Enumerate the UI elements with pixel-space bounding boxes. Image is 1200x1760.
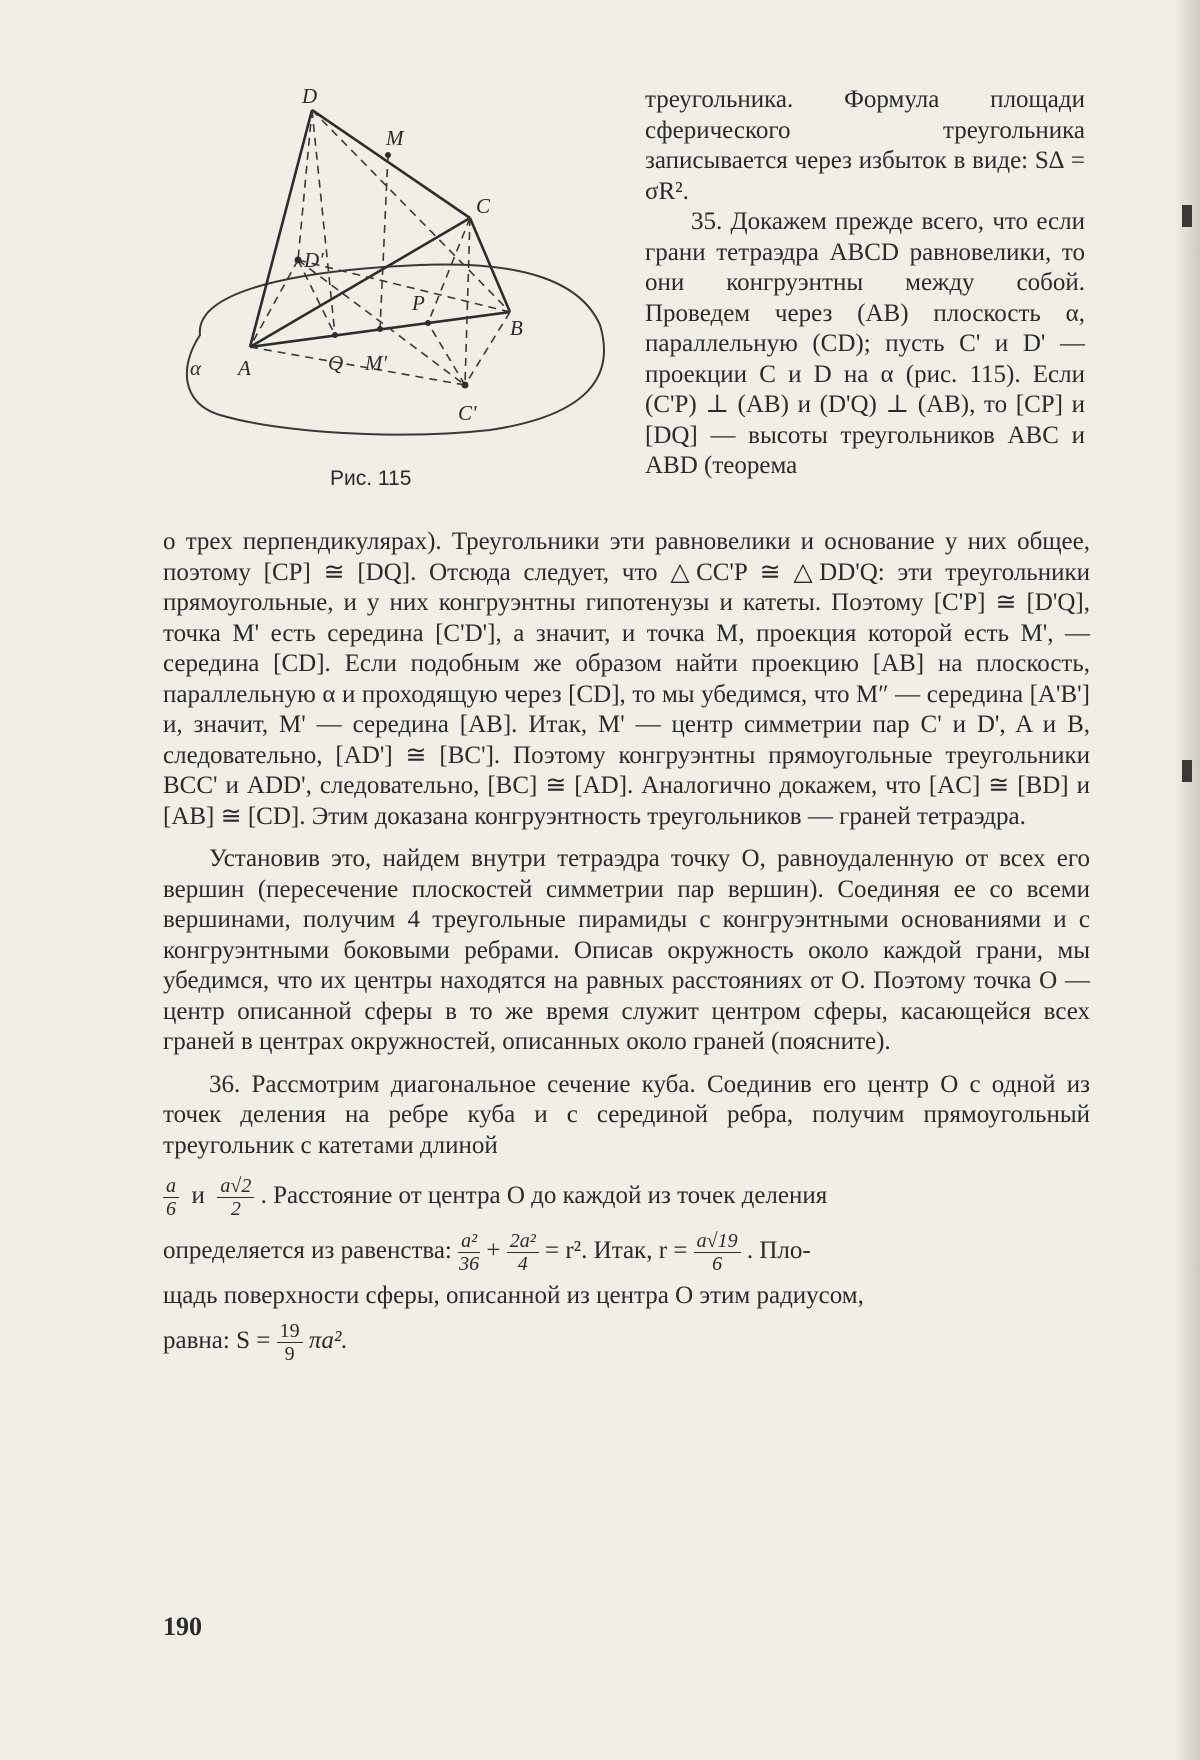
- fraction-numerator: a√19: [694, 1230, 741, 1253]
- formula-line-2-prefix: определяется из равенства:: [163, 1237, 452, 1265]
- binding-mark: [1182, 760, 1192, 782]
- paragraph-spherical-triangle: треугольника. Формула площади сферического треугольника записывается через избыток в виде: S∆ = σR².: [645, 86, 1085, 205]
- paragraph-sphere-center: Установив это, найдем внутри тетраэдра точку O, равноудаленную от всех его вершин (пересечение плоскостей симметрии пар вершин). Соединяя ее со всеми вершинами, получим 4 треугольные пирамиды с конгруэнтными основаниями и с конгруэнтными боковыми ребрами. Описав окружность около каждой грани, мы убедимся, что их центры находятся на равных расстояниях от O. Поэтому точка O — центр описанной сферы в то же время служит центром сферы, касающейся всех граней в центрах окружностей, описанных около граней (поясните).: [163, 845, 1090, 1055]
- fraction-numerator: a: [163, 1175, 179, 1198]
- label-Q: Q: [328, 351, 344, 375]
- label-B: B: [510, 316, 523, 340]
- label-M-prime: M': [365, 351, 387, 375]
- formula-line-4-prefix: равна: S =: [163, 1326, 271, 1354]
- tetrahedron-solid-edges: [250, 110, 510, 347]
- paragraph-36: 36. Рассмотрим диагональное сечение куба. Соединив его центр O с одной из точек деления на ребре куба и с серединой ребра, получим прямоугольный треугольник с катетами длиной: [163, 1070, 1090, 1159]
- label-C: C: [476, 194, 491, 218]
- fraction-denominator: 36: [459, 1253, 480, 1275]
- fraction-denominator: 4: [517, 1253, 528, 1275]
- fraction-denominator: 6: [166, 1198, 176, 1220]
- fraction-numerator: 19: [277, 1320, 303, 1343]
- formula-line-1-rest: . Расстояние от центра O до каждой из точек деления: [260, 1182, 828, 1210]
- formula-line-4: [163, 1320, 1090, 1365]
- fraction-19-over-9: [277, 1320, 303, 1365]
- formula-line-2-rest: . Пло-: [746, 1237, 811, 1265]
- fraction-numerator: 2a²: [507, 1230, 539, 1253]
- fraction-a-sqrt19-over-6: [694, 1230, 741, 1275]
- fraction-denominator: 6: [712, 1253, 723, 1275]
- binding-mark: [1182, 205, 1192, 227]
- tetrahedron-dashed-lines: [250, 110, 510, 385]
- page-number: 190: [163, 1612, 202, 1641]
- label-alpha: α: [190, 356, 202, 380]
- formula-line-2-equals: = r². Итак, r =: [545, 1237, 688, 1265]
- word-and: и: [191, 1182, 205, 1210]
- main-text: [163, 527, 1090, 1365]
- fraction-a-over-6: [163, 1175, 179, 1220]
- formula-line-2: [163, 1230, 1090, 1275]
- paragraph-35-continued: о трех перпендикулярах). Треугольники эти равновелики и основание у них общее, поэтому [CP] ≅ [DQ]. Отсюда следует, что △CC'P ≅ △DD'Q: эти треугольники прямоугольные, и у них конгруэнтны гипотенузы и катеты. Поэтому [C'P] ≅ [D'Q], точка M' есть середина [C'D'], а значит, и точка M, проекция которой есть M', — середина [CD]. Если подобным же образом найти проекцию [AB] на плоскость, параллельную α и проходящую через [CD], то мы убедимся, что M″ — середина [A'B'] и, значит, M' — середина [AB]. Итак, M' — центр симметрии пар C' и D', A и B, следовательно, [AD'] ≅ [BC']. Поэтому конгруэнтны прямоугольные треугольники BCC' и ADD', следовательно, [BC] ≅ [AD]. Аналогично докажем, что [AC] ≅ [BD] и [AB] ≅ [CD]. Этим доказана конгруэнтность треугольников — граней тетраэдра.: [163, 528, 1091, 830]
- page-binding-edge: [1174, 0, 1200, 1760]
- fraction-numerator: a√2: [217, 1175, 254, 1198]
- plane-alpha-outline: [187, 264, 604, 434]
- fraction-denominator: 9: [284, 1342, 295, 1365]
- figure-caption: Рис. 115: [330, 467, 412, 490]
- label-C-prime: C': [458, 401, 477, 425]
- paragraph-35-start: 35. Докажем прежде всего, что если грани тетраэдра ABCD равновелики, то они конгруэнтны между собой. Проведем через (AB) плоскость α, параллельную (CD); пусть C' и D' — проекции C и D на α (рис. 115). Если (C'P) ⊥ (AB) и (D'Q) ⊥ (AB), то [CP] и [DQ] — высоты треугольников ABC и ABD (теорема: [645, 208, 1085, 479]
- plus-sign: +: [486, 1237, 501, 1265]
- right-column-text: [645, 85, 1085, 482]
- tetrahedron-diagram: [160, 85, 630, 505]
- fraction-a2-over-36: [458, 1230, 480, 1275]
- fraction-numerator: a²: [458, 1230, 480, 1253]
- fraction-a-sqrt2-over-2: [217, 1175, 254, 1220]
- figure-115: [160, 85, 630, 505]
- label-D: D: [302, 85, 318, 108]
- formula-line-4-rest: πa².: [308, 1326, 348, 1354]
- label-M: M: [386, 126, 404, 150]
- label-P: P: [412, 291, 425, 315]
- label-D-prime: D': [304, 248, 324, 272]
- formula-line-3: щадь поверхности сферы, описанной из центра O этим радиусом,: [163, 1282, 864, 1309]
- formula-line-1: [163, 1175, 1090, 1220]
- fraction-2a2-over-4: [507, 1230, 539, 1275]
- fraction-denominator: 2: [230, 1198, 241, 1220]
- label-A: A: [238, 356, 251, 380]
